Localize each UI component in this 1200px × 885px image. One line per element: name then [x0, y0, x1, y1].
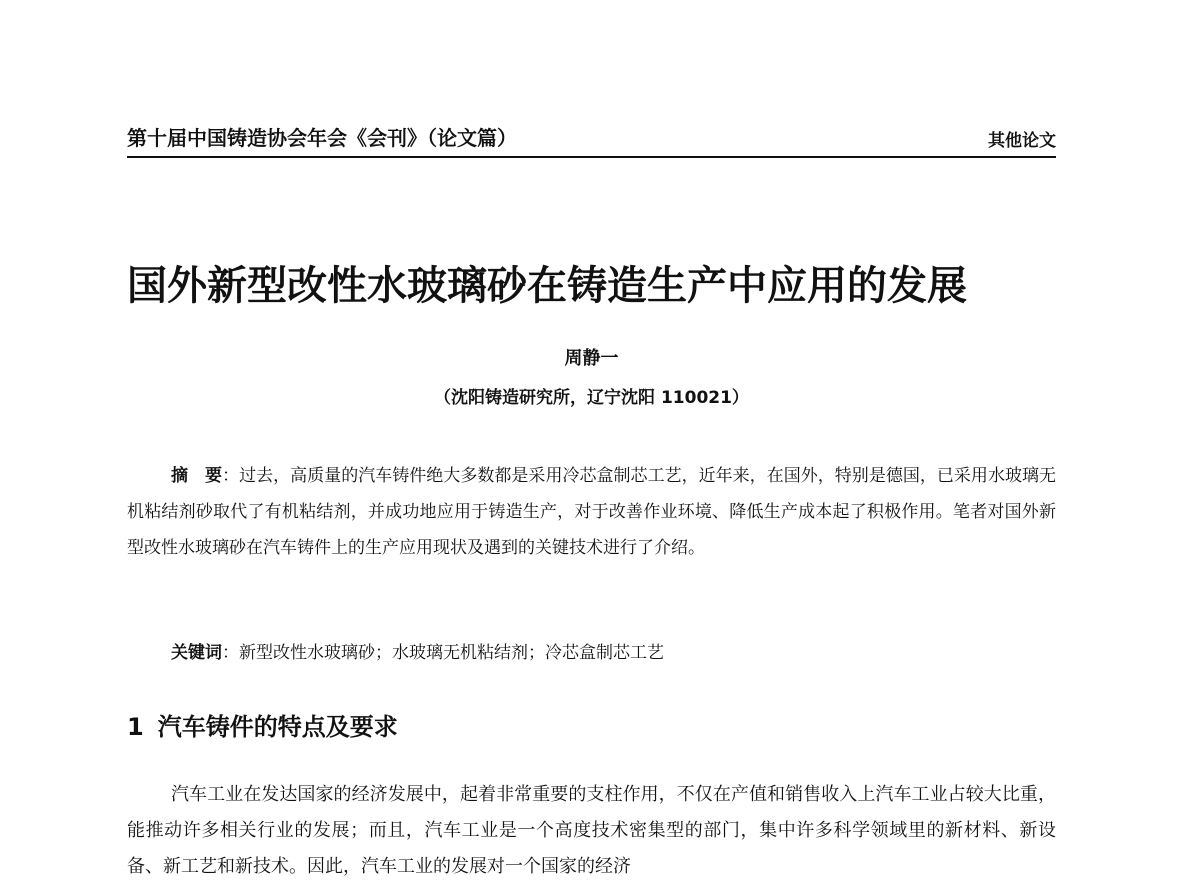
body-paragraph: 汽车工业在发达国家的经济发展中，起着非常重要的支柱作用，不仅在产值和销售收入上汽车工业占较大比重，能推动许多相关行业的发展；而且，汽车工业是一个高度技术密集型的部门，集中许多科学领域里的新材料、新设备、新工艺和新技术。因此，汽车工业的发展对一个国家的经济 — [127, 784, 1056, 877]
section-number: 1 — [127, 713, 144, 741]
keywords-text: 新型改性水玻璃砂；水玻璃无机粘结剂；冷芯盒制芯工艺 — [239, 643, 664, 663]
abstract-separator: ： — [222, 466, 240, 486]
abstract-label: 摘 要 — [171, 466, 223, 486]
abstract-text: 过去，高质量的汽车铸件绝大多数都是采用冷芯盒制芯工艺，近年来，在国外，特别是德国，已采用水玻璃无机粘结剂砂取代了有机粘结剂，并成功地应用于铸造生产，对于改善作业环境、降低生产成本起了积极作用。笔者对国外新型改性水玻璃砂在汽车铸件上的生产应用现状及遇到的关键技术进行了介绍。 — [127, 466, 1057, 558]
author-affiliation: （沈阳铸造研究所，辽宁沈阳 110021） — [434, 388, 749, 408]
paper-title: 国外新型改性水玻璃砂在铸造生产中应用的发展 — [127, 263, 967, 309]
section-tag: 其他论文 — [988, 131, 1056, 151]
author-name: 周静一 — [564, 348, 619, 369]
keywords — [171, 638, 664, 668]
section-heading — [127, 709, 398, 745]
running-header — [127, 118, 1056, 158]
abstract — [127, 458, 1056, 566]
journal-title: 第十届中国铸造协会年会《会刊》（论文篇） — [127, 126, 517, 150]
section-title: 汽车铸件的特点及要求 — [157, 713, 398, 741]
keywords-separator: ： — [222, 643, 239, 663]
paper-page — [127, 0, 1057, 877]
keywords-label: 关键词 — [171, 643, 222, 663]
